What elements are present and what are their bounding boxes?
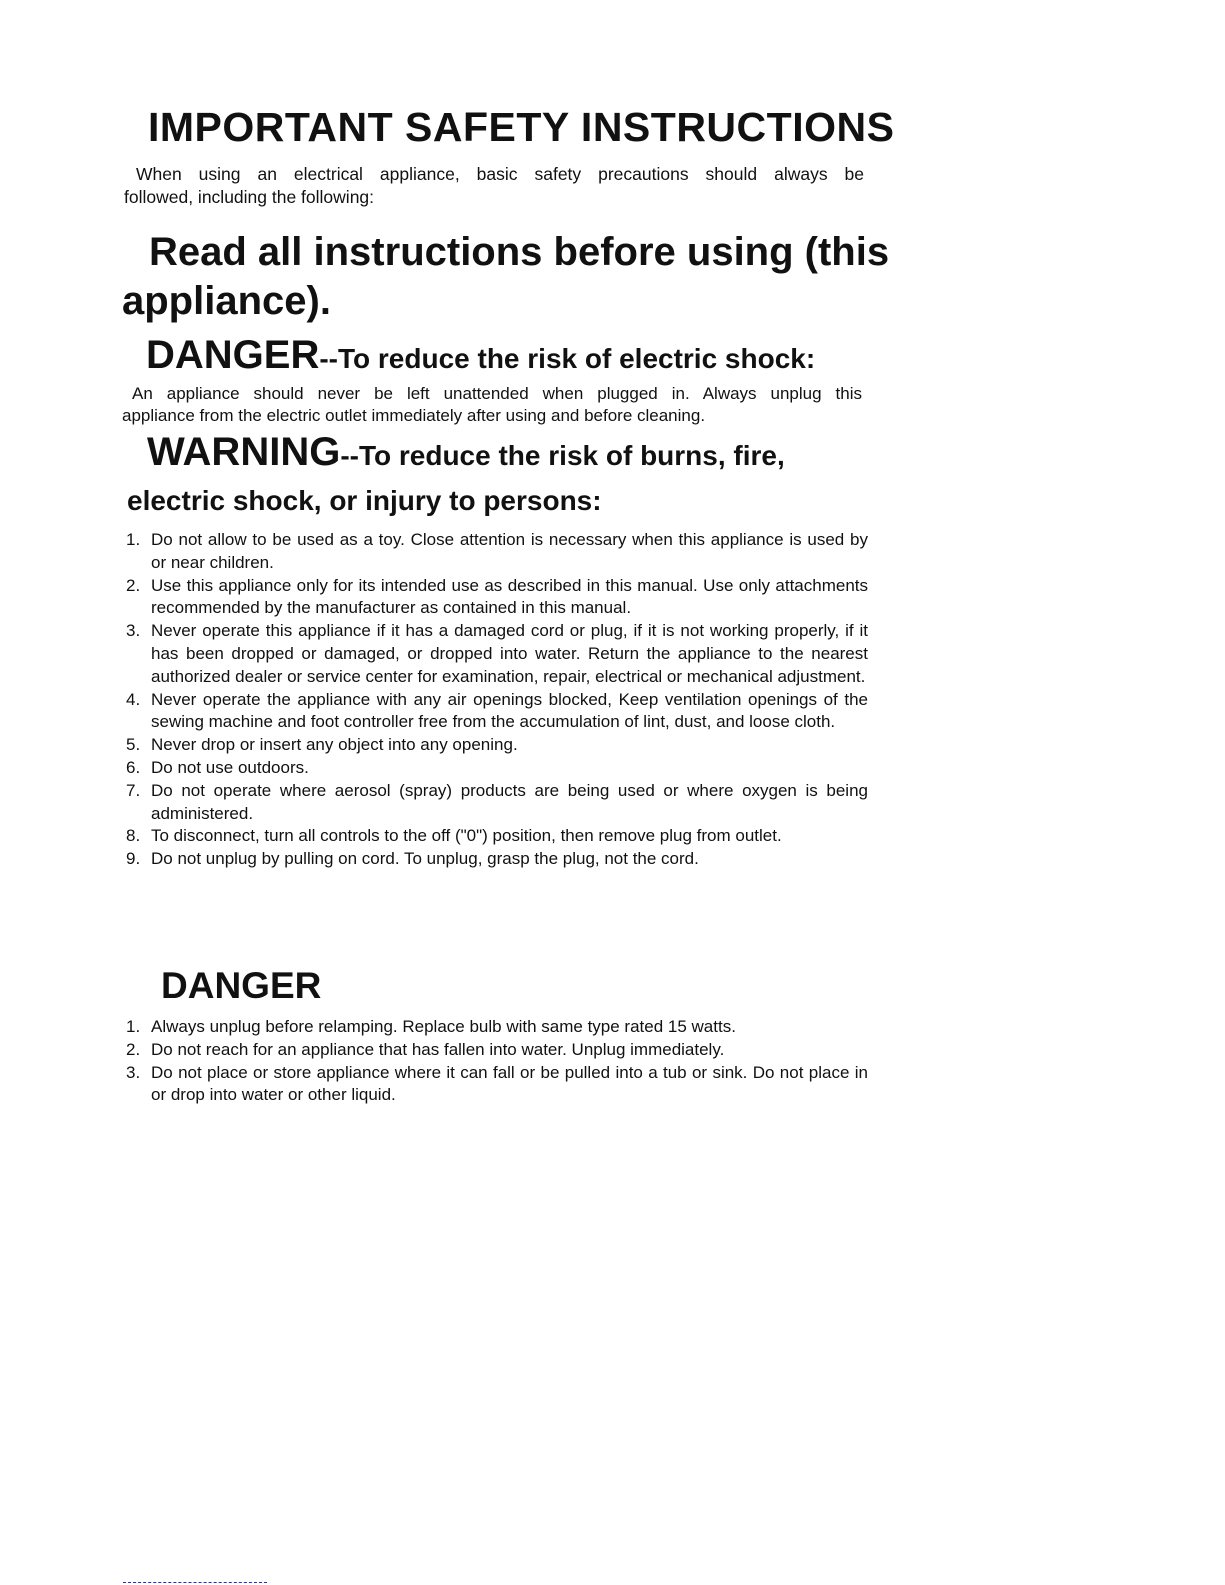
item-number: 2. bbox=[126, 1039, 141, 1059]
item-number: 9. bbox=[126, 849, 141, 869]
danger-heading: DANGER bbox=[161, 965, 322, 1006]
intro-paragraph bbox=[124, 163, 864, 209]
warning-heading bbox=[127, 428, 867, 525]
danger-shock-heading bbox=[146, 333, 815, 378]
list-item bbox=[126, 780, 868, 826]
list-item bbox=[126, 757, 868, 780]
warning-keyword: WARNING bbox=[147, 430, 341, 474]
item-number: 2. bbox=[126, 575, 141, 595]
page-title: IMPORTANT SAFETY INSTRUCTIONS bbox=[148, 104, 895, 150]
item-number: 8. bbox=[126, 826, 141, 846]
danger-shock-paragraph bbox=[122, 383, 862, 427]
list-item bbox=[126, 825, 868, 848]
item-text: Do not unplug by pulling on cord. To unplug, grasp the plug, not the cord. bbox=[151, 849, 699, 869]
read-instructions-line-2: appliance). bbox=[122, 279, 331, 323]
item-text: Do not use outdoors. bbox=[151, 757, 309, 777]
danger-list bbox=[126, 1016, 868, 1107]
list-item bbox=[126, 1016, 868, 1039]
list-item bbox=[126, 689, 868, 735]
item-number: 3. bbox=[126, 1062, 141, 1082]
list-item bbox=[126, 848, 868, 871]
list-item bbox=[126, 620, 868, 688]
item-text: Never drop or insert any object into any opening. bbox=[151, 735, 518, 755]
item-number: 5. bbox=[126, 735, 141, 755]
warning-heading-line-2: electric shock, or injury to persons: bbox=[127, 485, 602, 516]
list-item bbox=[126, 529, 868, 575]
warning-list bbox=[126, 529, 868, 871]
danger-keyword: DANGER bbox=[146, 333, 320, 377]
danger-shock-rest: --To reduce the risk of electric shock: bbox=[319, 343, 816, 374]
item-number: 1. bbox=[126, 1017, 141, 1036]
list-item bbox=[126, 1039, 868, 1062]
read-instructions-heading bbox=[122, 228, 890, 326]
list-item bbox=[126, 1062, 868, 1108]
danger-shock-line-2: appliance from the electric outlet immediately after using and before cleaning. bbox=[122, 406, 706, 425]
list-item bbox=[126, 734, 868, 757]
item-text: Do not allow to be used as a toy. Close attention is necessary when this appliance is used by or near children. bbox=[151, 530, 868, 572]
item-number: 1. bbox=[126, 530, 141, 549]
item-text: Do not reach for an appliance that has fallen into water. Unplug immediately. bbox=[151, 1039, 725, 1059]
item-text: Never operate this appliance if it has a damaged cord or plug, if it is not working properly, if it has been dropped or damaged, or dropped into water. Return the appliance to the nearest authorized dealer or service center for examination, repair, electrical or mechanical adjustment. bbox=[151, 621, 868, 686]
item-number: 4. bbox=[126, 689, 141, 709]
item-text: Always unplug before relamping. Replace bulb with same type rated 15 watts. bbox=[151, 1017, 736, 1036]
item-text: Do not operate where aerosol (spray) products are being used or where oxygen is being administered. bbox=[151, 780, 868, 823]
item-text: Never operate the appliance with any air openings blocked, Keep ventilation openings of the sewing machine and foot controller free from the accumulation of lint, dust, and loose cloth. bbox=[151, 689, 868, 732]
item-text: Use this appliance only for its intended use as described in this manual. Use only attachments recommended by the manufacturer as contained in this manual. bbox=[151, 575, 868, 618]
read-instructions-line-1: Read all instructions before using (this bbox=[149, 230, 890, 274]
list-item bbox=[126, 575, 868, 621]
intro-line-2: followed, including the following: bbox=[124, 187, 375, 207]
item-number: 7. bbox=[126, 780, 141, 800]
item-number: 3. bbox=[126, 621, 141, 641]
item-text: To disconnect, turn all controls to the off ("0") position, then remove plug from outlet. bbox=[151, 826, 782, 846]
warning-rest: --To reduce the risk of burns, fire, bbox=[340, 440, 785, 471]
item-number: 6. bbox=[126, 757, 141, 777]
footer-rule bbox=[123, 1582, 267, 1583]
intro-line-1: When using an electrical appliance, basic safety precautions should always be bbox=[136, 164, 864, 184]
danger-shock-line-1: An appliance should never be left unattended when plugged in. Always unplug this bbox=[132, 384, 862, 403]
item-text: Do not place or store appliance where it can fall or be pulled into a tub or sink. Do not place in or drop into water or other liquid. bbox=[151, 1062, 868, 1105]
